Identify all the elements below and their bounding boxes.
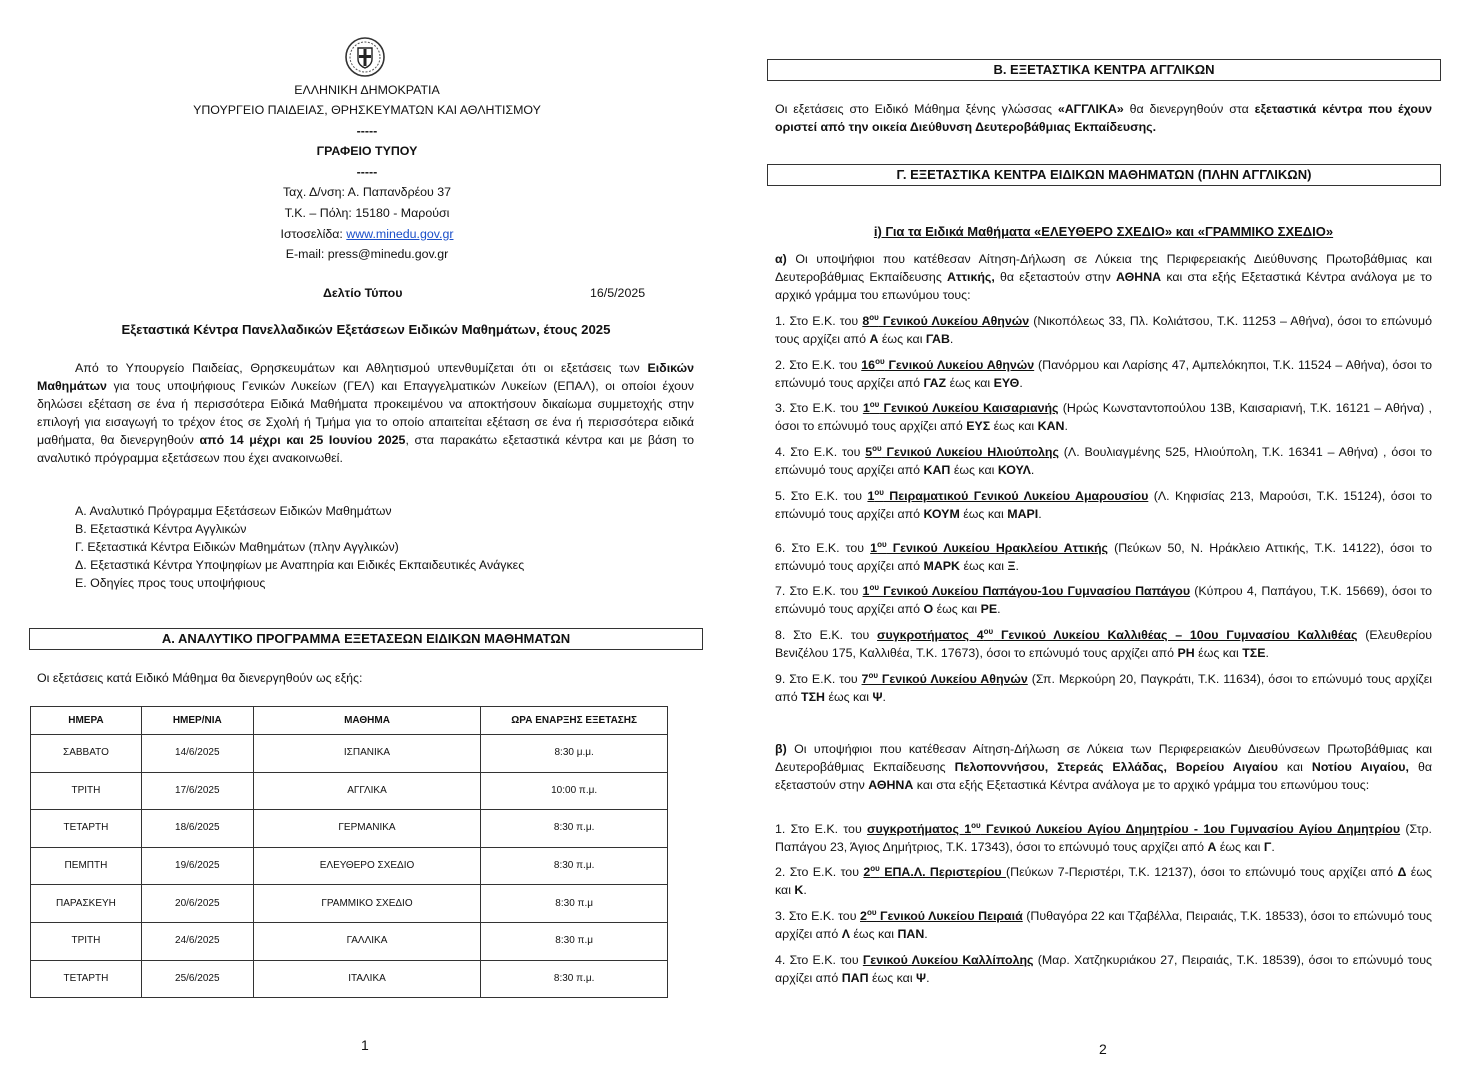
exam-center-item: 1. Στο Ε.Κ. του $8^{o\upsilon}$ Γενικού Λυκείου Αθηνών (Νικοπόλεως 33, Πλ. Κολιάτσου, Τ.Κ. 11253 – Αθήνα), όσοι το επώνυμό τους αρχίζει από Α έως και ΓΑΒ. (775, 312, 1432, 346)
country-name: ΕΛΛΗΝΙΚΗ ΔΗΜΟΚΡΑΤΙΑ (294, 83, 440, 97)
exam-center-item: 3. Στο Ε.Κ. του $1^{o\upsilon}$ Γενικού Λυκείου Καισαριανής (Ηρώς Κωνσταντοπούλου 13Β, Καισαριανή, Τ.Κ. 16121 – Αθήνα) , όσοι το επώνυμό τους αρχίζει από ΕΥΣ έως και ΚΑΝ. (775, 399, 1432, 433)
day-cell: ΤΕΤΑΡΤΗ (31, 960, 142, 998)
subject-cell: ΙΤΑΛΙΚΑ (253, 960, 481, 998)
exam-schedule-table (30, 706, 668, 998)
toc-item: Γ. Εξεταστικά Κέντρα Ειδικών Μαθημάτων (πλην Αγγλικών) (75, 540, 399, 554)
postal-code: Τ.Κ. – Πόλη: 15180 - Μαρούσι (284, 206, 450, 220)
exam-center-item: 7. Στο Ε.Κ. του $1^{o\upsilon}$ Γενικού Λυκείου Παπάγου-1ου Γυμνασίου Παπάγου (Κύπρου 4, Παπάγου, Τ.Κ. 15669), όσοι το επώνυμό τους αρχίζει από Ο έως και ΡΕ. (775, 582, 1433, 616)
column-header: ΩΡΑ ΕΝΑΡΞΗΣ ΕΞΕΤΑΣΗΣ (481, 707, 668, 735)
exam-center-item: 2. Στο Ε.Κ. του $16^{o\upsilon}$ Γενικού Λυκείου Αθηνών (Πανόρμου και Λαρίσης 47, Αμπελόκηποι, Τ.Κ. 11524 – Αθήνα), όσοι το επώνυμό τους αρχίζει από ΓΑΖ έως και ΕΥΘ. (775, 356, 1432, 390)
date-cell: 14/6/2025 (141, 735, 253, 773)
date-cell: 18/6/2025 (141, 810, 253, 848)
exam-center-item: 6. Στο Ε.Κ. του $1^{o\upsilon}$ Γενικού Λυκείου Ηρακλείου Αττικής (Πεύκων 50, Ν. Ηράκλειο Αττικής, Τ.Κ. 14122), όσοι το επώνυμό τους αρχίζει από ΜΑΡΚ έως και Ξ. (775, 539, 1432, 573)
page-1 (0, 0, 738, 1079)
ministry-name: ΥΠΟΥΡΓΕΙΟ ΠΑΙΔΕΙΑΣ, ΘΡΗΣΚΕΥΜΑΤΩΝ ΚΑΙ ΑΘΛΗΤΙΣΜΟΥ (193, 103, 541, 117)
time-cell: 8:30 π.μ (481, 922, 668, 960)
subject-cell: ΓΕΡΜΑΝΙΚΑ (253, 810, 481, 848)
intro-paragraph: Από το Υπουργείο Παιδείας, Θρησκευμάτων και Αθλητισμού υπενθυμίζεται ότι οι εξετάσεις των Ειδικών Μαθημάτων για τους υποψήφιους Γενικών Λυκείων (ΓΕΛ) και Επαγγελματικών Λυκείων (ΕΠΑΛ), οι οποίοι έχουν δηλώσει εξέταση σε ένα ή περισσότερα Ειδικά Μαθήματα προκειμένου να αποκτήσουν δικαίωμα συμμετοχής στην επιλογή για εισαγωγή το τρέχον έτος σε Σχολή ή Τμήμα για το οποίο απαιτείται εξέταση σε ένα ή περισσότερα ειδικά μαθήματα, θα διενεργηθούν από 14 μέχρι και 25 Ιουνίου 2025, στα παρακάτω εξεταστικά κέντρα και με βάση το αναλυτικό πρόγραμμα εξετάσεων που έχει ανακοινωθεί. (37, 361, 694, 465)
day-cell: ΠΑΡΑΣΚΕΥΗ (31, 885, 142, 923)
section-c-heading: Γ. ΕΞΕΤΑΣΤΙΚΑ ΚΕΝΤΡΑ ΕΙΔΙΚΩΝ ΜΑΘΗΜΑΤΩΝ (ΠΛΗΝ ΑΓΓΛΙΚΩΝ) (767, 164, 1441, 186)
time-cell: 8:30 π.μ. (481, 960, 668, 998)
section-b-heading: Β. ΕΞΕΤΑΣΤΙΚΑ ΚΕΝΤΡΑ ΑΓΓΛΙΚΩΝ (767, 59, 1441, 81)
exam-center-item: 9. Στο Ε.Κ. του $7^{o\upsilon}$ Γενικού Λυκείου Αθηνών (Σπ. Μερκούρη 20, Παγκράτι, Τ.Κ. 11634), όσοι το επώνυμό τους αρχίζει από ΤΣΗ έως και Ψ. (775, 670, 1432, 704)
table-header-row (31, 707, 668, 735)
time-cell: 8:30 π.μ (481, 885, 668, 923)
subject-cell: ΙΣΠΑΝΙΚΑ (253, 735, 481, 773)
toc-item: Α. Αναλυτικό Πρόγραμμα Εξετάσεων Ειδικών Μαθημάτων (75, 504, 392, 518)
table-row (31, 885, 668, 923)
subsection-i-heading: i) Για τα Ειδικά Μαθήματα «ΕΛΕΥΘΕΡΟ ΣΧΕΔΙΟ» και «ΓΡΑΜΜΙΚΟ ΣΧΕΔΙΟ» (873, 224, 1334, 239)
date-cell: 17/6/2025 (141, 772, 253, 810)
table-row (31, 772, 668, 810)
date-cell: 20/6/2025 (141, 885, 253, 923)
day-cell: ΤΡΙΤΗ (31, 922, 142, 960)
column-header: ΗΜΕΡΑ (31, 707, 142, 735)
toc-item: Β. Εξεταστικά Κέντρα Αγγλικών (75, 522, 247, 536)
day-cell: ΤΕΤΑΡΤΗ (31, 810, 142, 848)
separator: ----- (356, 124, 378, 138)
column-header: ΗΜΕΡ/ΝΙΑ (141, 707, 253, 735)
date-cell: 19/6/2025 (141, 847, 253, 885)
section-b-text: Οι εξετάσεις στο Ειδικό Μάθημα ξένης γλώσσας «ΑΓΓΛΙΚΑ» θα διενεργηθούν στα εξεταστικά κέντρα που έχουν οριστεί από την οικεία Διεύθυνση Δευτεροβάθμιας Εκπαίδευσης. (775, 102, 1432, 134)
table-row (31, 847, 668, 885)
day-cell: ΤΡΙΤΗ (31, 772, 142, 810)
exam-center-item: 3. Στο Ε.Κ. του $2^{o\upsilon}$ Γενικού Λυκείου Πειραιά (Πυθαγόρα 22 και Τζαβέλλα, Πειραιάς, Τ.Κ. 18533), όσοι το επώνυμό τους αρχίζει από Λ έως και ΠΑΝ. (775, 907, 1432, 941)
subject-cell: ΓΑΛΛΙΚΑ (253, 922, 481, 960)
table-row (31, 810, 668, 848)
address: Ταχ. Δ/νση: Α. Παπανδρέου 37 (282, 185, 452, 199)
beta-paragraph: β) Οι υποψήφιοι που κατέθεσαν Αίτηση-Δήλωση σε Λύκεια των Περιφερειακών Διευθύνσεων Πρωτοβάθμιας και Δευτεροβάθμιας Εκπαίδευσης Πελοποννήσου, Στερεάς Ελλάδας, Βορείου Αιγαίου και Νοτίου Αιγαίου, θα εξεταστούν στην ΑΘΗΝΑ και στα εξής Εξεταστικά Κέντρα ανάλογα με το αρχικό γράμμα του επωνύμου τους: (775, 742, 1432, 792)
time-cell: 8:30 π.μ. (481, 810, 668, 848)
document-title: Εξεταστικά Κέντρα Πανελλαδικών Εξετάσεων Ειδικών Μαθημάτων, έτους 2025 (121, 322, 611, 337)
toc-item: Ε. Οδηγίες προς τους υποψήφιους (75, 576, 266, 590)
time-cell: 8:30 π.μ. (481, 847, 668, 885)
toc-item: Δ. Εξεταστικά Κέντρα Υποψηφίων με Αναπηρία και Ειδικές Εκπαιδευτικές Ανάγκες (75, 558, 525, 572)
exam-center-item: 2. Στο Ε.Κ. του $2^{o\upsilon}$ ΕΠΑ.Λ. Περιστερίου (Πεύκων 7-Περιστέρι, Τ.Κ. 12137), όσοι το επώνυμό τους αρχίζει από Δ έως και Κ. (775, 863, 1432, 897)
subject-cell: ΑΓΓΛΙΚΑ (253, 772, 481, 810)
section-a-intro: Οι εξετάσεις κατά Ειδικό Μάθημα θα διενεργηθούν ως εξής: (37, 671, 363, 685)
alpha-paragraph: α) Οι υποψήφιοι που κατέθεσαν Αίτηση-Δήλωση σε Λύκεια της Περιφερειακής Διεύθυνσης Πρωτοβάθμιας και Δευτεροβάθμιας Εκπαίδευσης Αττικής, θα εξεταστούν στην ΑΘΗΝΑ και στα εξής Εξεταστικά Κέντρα ανάλογα με το αρχικό γράμμα του επωνύμου τους: (775, 252, 1432, 302)
time-cell: 10:00 π.μ. (481, 772, 668, 810)
date-cell: 24/6/2025 (141, 922, 253, 960)
website-link[interactable]: www.minedu.gov.gr (346, 227, 454, 241)
section-a-heading: Α. ΑΝΑΛΥΤΙΚΟ ΠΡΟΓΡΑΜΜΑ ΕΞΕΤΑΣΕΩΝ ΕΙΔΙΚΩΝ ΜΑΘΗΜΑΤΩΝ (29, 628, 703, 650)
separator: ----- (356, 165, 378, 179)
column-header: ΜΑΘΗΜΑ (253, 707, 481, 735)
page-number: 2 (1099, 1041, 1107, 1057)
time-cell: 8:30 μ.μ. (481, 735, 668, 773)
table-row (31, 960, 668, 998)
letterhead (180, 80, 554, 264)
press-release-label: Δελτίο Τύπου (323, 286, 403, 300)
subject-cell: ΓΡΑΜΜΙΚΟ ΣΧΕΔΙΟ (253, 885, 481, 923)
website-label: Ιστοσελίδα: (280, 227, 347, 241)
website-line (180, 224, 554, 244)
page-number: 1 (361, 1037, 369, 1053)
exam-center-item: 8. Στο Ε.Κ. του συγκροτήματος $4^{o\upsilon}$ Γενικού Λυκείου Καλλιθέας – 10ου Γυμνασίου Καλλιθέας (Ελευθερίου Βενιζέλου 175, Καλλιθέα, Τ.Κ. 17673), όσοι το επώνυμό τους αρχίζει από ΡΗ έως και ΤΣΕ. (775, 626, 1432, 660)
office-name: ΓΡΑΦΕΙΟ ΤΥΠΟΥ (316, 144, 418, 158)
exam-center-item: 5. Στο Ε.Κ. του $1^{o\upsilon}$ Πειραματικού Γενικού Λυκείου Αμαρουσίου (Λ. Κηφισίας 213, Μαρούσι, Τ.Κ. 15124), όσοι το επώνυμό τους αρχίζει από ΚΟΥΜ έως και ΜΑΡΙ. (775, 487, 1432, 521)
table-row (31, 735, 668, 773)
subject-cell: ΕΛΕΥΘΕΡΟ ΣΧΕΔΙΟ (253, 847, 481, 885)
release-date: 16/5/2025 (590, 286, 646, 300)
day-cell: ΣΑΒΒΑΤΟ (31, 735, 142, 773)
email: E-mail: press@minedu.gov.gr (285, 247, 449, 261)
table-of-contents (75, 502, 524, 592)
date-cell: 25/6/2025 (141, 960, 253, 998)
exam-center-item: 4. Στο Ε.Κ. του Γενικού Λυκείου Καλλίπολης (Μαρ. Χατζηκυριάκου 27, Πειραιάς, Τ.Κ. 18539), όσοι το επώνυμό τους αρχίζει από ΠΑΠ έως και Ψ. (775, 953, 1432, 985)
day-cell: ΠΕΜΠΤΗ (31, 847, 142, 885)
table-row (31, 922, 668, 960)
greek-emblem-icon (344, 36, 386, 78)
exam-center-item: 4. Στο Ε.Κ. του $5^{o\upsilon}$ Γενικού Λυκείου Ηλιούπολης (Λ. Βουλιαγμένης 525, Ηλιούπολη, Τ.Κ. 16341 – Αθήνα) , όσοι το επώνυμό τους αρχίζει από ΚΑΠ έως και ΚΟΥΛ. (775, 443, 1432, 477)
exam-center-item: 1. Στο Ε.Κ. του συγκροτήματος $1^{o\upsilon}$ Γενικού Λυκείου Αγίου Δημητρίου - 1ου Γυμνασίου Αγίου Δημητρίου (Στρ. Παπάγου 23, Άγιος Δημήτριος, Τ.Κ. 17343), όσοι το επώνυμό τους αρχίζει από Α έως και Γ. (775, 820, 1432, 854)
